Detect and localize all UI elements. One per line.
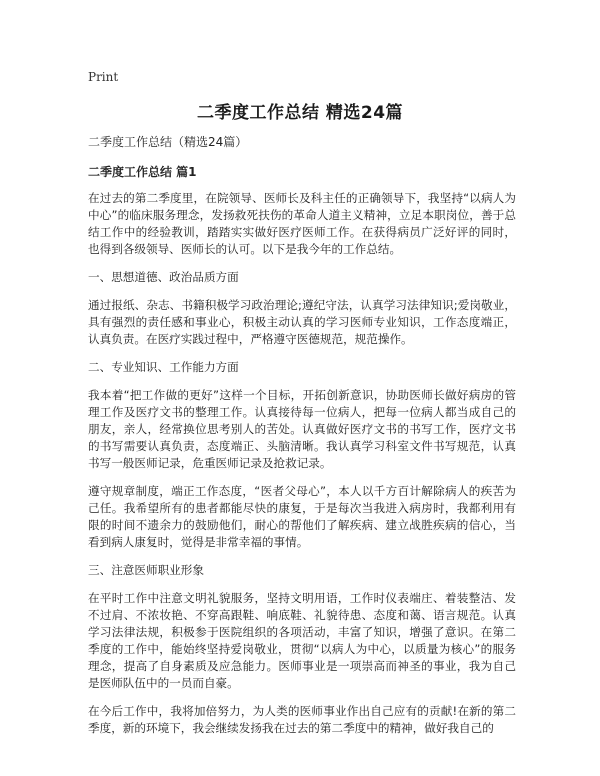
section-heading-ethics: 一、思想道德、政治品质方面 — [88, 270, 239, 284]
section-heading-image: 三、注意医师职业形象 — [88, 563, 204, 577]
paragraph-image: 在平时工作中注意文明礼貌服务，坚持文明用语，工作时仪表端庄、着装整洁、发不过肩、不浓妆艳、不穿高跟鞋、响底鞋、礼貌待患、态度和蔼、语言规范。认真学习法律法规，积极参于医院组织的各项活动，丰富了知识，增强了意识。在第二季度的工作中，能始终坚持爱岗敬业，贯彻“以病人为中心，以质量为核心”的服务理念，提高了自身素质及应急能力。医师事业是一项崇高而神圣的事业，我为自己是医师队伍中的一员而自豪。 — [88, 591, 516, 690]
paragraph-intro: 在过去的第二季度里，在院领导、医师长及科主任的正确领导下，我坚持“以病人为中心”的临床服务理念，发扬救死扶伤的革命人道主义精神，立足本职岗位，善于总结工作中的经验教训，踏踏实实做好医疗医师工作。在获得病员广泛好评的同时，也得到各级领导、医师长的认可。以下是我今年的工作总结。 — [88, 191, 516, 256]
document-subtitle: 二季度工作总结（精选24篇） — [88, 135, 248, 149]
paragraph-ethics: 通过报纸、杂志、书籍积极学习政治理论;遵纪守法，认真学习法律知识;爱岗敬业，具有强烈的责任感和事业心，积极主动认真的学习医师专业知识，工作态度端正，认真负责。在医疗实践过程中，严格遵守医德规范，规范操作。 — [88, 298, 516, 346]
document-body — [88, 133, 516, 748]
section-heading-skills: 二、专业知识、工作能力方面 — [88, 360, 239, 374]
paragraph-rules: 遵守规章制度，端正工作态度，“医者父母心”，本人以千方百计解除病人的疾苦为己任。我希望所有的患者都能尽快的康复，于是每次当我进入病房时，我都利用有限的时间不遗余力的鼓励他们，耐心的帮他们了解疾病、建立战胜疾病的信心，当看到病人康复时，觉得是非常幸福的事情。 — [88, 484, 516, 549]
paragraph-skills: 我本着“把工作做的更好”这样一个目标，开拓创新意识，协助医师长做好病房的管理工作及医疗文书的整理工作。认真接待每一位病人，把每一位病人都当成自己的朋友，亲人，经常换位思考别人的苦处。认真做好医疗文书的书写工作，医疗文书的书写需要认真负责，态度端正、头脑清晰。我认真学习科室文件书写规范，认真书写一般医师记录，危重医师记录及抢救记录。 — [88, 388, 516, 470]
article-heading: 二季度工作总结 篇1 — [88, 165, 197, 179]
document-title: 二季度工作总结 精选24篇 — [196, 103, 404, 123]
print-link[interactable]: Print — [88, 70, 119, 84]
paragraph-future: 在今后工作中，我将加倍努力，为人类的医师事业作出自己应有的贡献!在新的第二季度，新的环境下，我会继续发扬我在过去的第二季度中的精神，做好我自己的 — [88, 704, 516, 735]
